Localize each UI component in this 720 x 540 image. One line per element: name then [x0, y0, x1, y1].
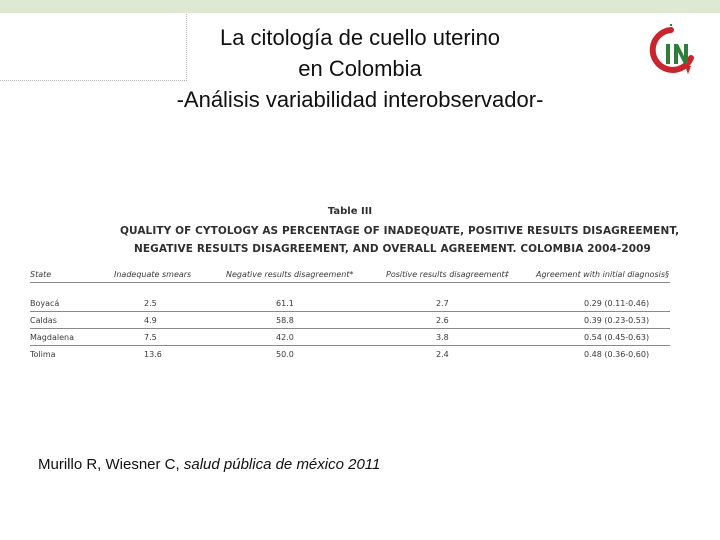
cell-state: Boyacá [30, 295, 114, 312]
cell-agreement: 0.39 (0.23-0.53) [536, 312, 670, 329]
cell-positive: 2.4 [436, 349, 449, 359]
title-line-2: en Colombia [298, 56, 422, 81]
cell-state: Magdalena [30, 329, 114, 346]
table-caption: Table III [327, 206, 373, 217]
table-heading-line-2: NEGATIVE RESULTS DISAGREEMENT, AND OVERALL AGREEMENT. COLOMBIA 2004-2009 [134, 243, 651, 255]
citation-authors: Murillo R, Wiesner C, [38, 456, 180, 473]
cell-agreement: 0.29 (0.11-0.46) [536, 295, 670, 312]
cell-inadequate: 4.9 [114, 312, 226, 329]
table-header-row [30, 264, 670, 283]
cell-agreement: 0.48 (0.36-0.60) [584, 349, 650, 359]
column-header-agreement: Agreement with initial diagnosis§ [536, 264, 670, 283]
cell-positive: 2.7 [386, 295, 536, 312]
cell-inadequate: 13.6 [144, 349, 162, 359]
header-band [0, 0, 720, 13]
citation [38, 456, 380, 473]
column-header-positive: Positive results disagreement‡ [386, 264, 536, 283]
table-heading-line-1: QUALITY OF CYTOLOGY AS PERCENTAGE OF INADEQUATE, POSITIVE RESULTS DISAGREEMENT, [120, 225, 680, 237]
title-line-3: -Análisis variabilidad interobservador- [176, 87, 544, 112]
cell-state: Caldas [30, 312, 114, 329]
table-row [30, 329, 670, 346]
data-table [30, 264, 670, 362]
cell-negative: 42.0 [226, 329, 386, 346]
cell-positive: 3.8 [386, 329, 536, 346]
table-heading [120, 222, 680, 258]
table-row [30, 312, 670, 329]
table-row [30, 346, 670, 363]
cell-inadequate: 7.5 [114, 329, 226, 346]
cell-agreement: 0.54 (0.45-0.63) [536, 329, 670, 346]
column-header-state: State [30, 264, 114, 283]
cell-state: Tolima [30, 349, 56, 359]
cell-positive: 2.6 [386, 312, 536, 329]
column-header-negative: Negative results disagreement* [226, 264, 386, 283]
slide-title [140, 22, 580, 115]
cin-logo-icon [644, 22, 698, 80]
cell-negative: 61.1 [226, 295, 386, 312]
table-row [30, 295, 670, 312]
cell-negative: 58.8 [226, 312, 386, 329]
title-line-1: La citología de cuello uterino [219, 25, 501, 50]
table-spacer-row [30, 283, 670, 296]
citation-source: salud pública de méxico 2011 [183, 456, 381, 473]
cell-negative: 50.0 [276, 349, 294, 359]
cell-inadequate: 2.5 [114, 295, 226, 312]
column-header-inadequate: Inadequate smears [114, 264, 226, 283]
